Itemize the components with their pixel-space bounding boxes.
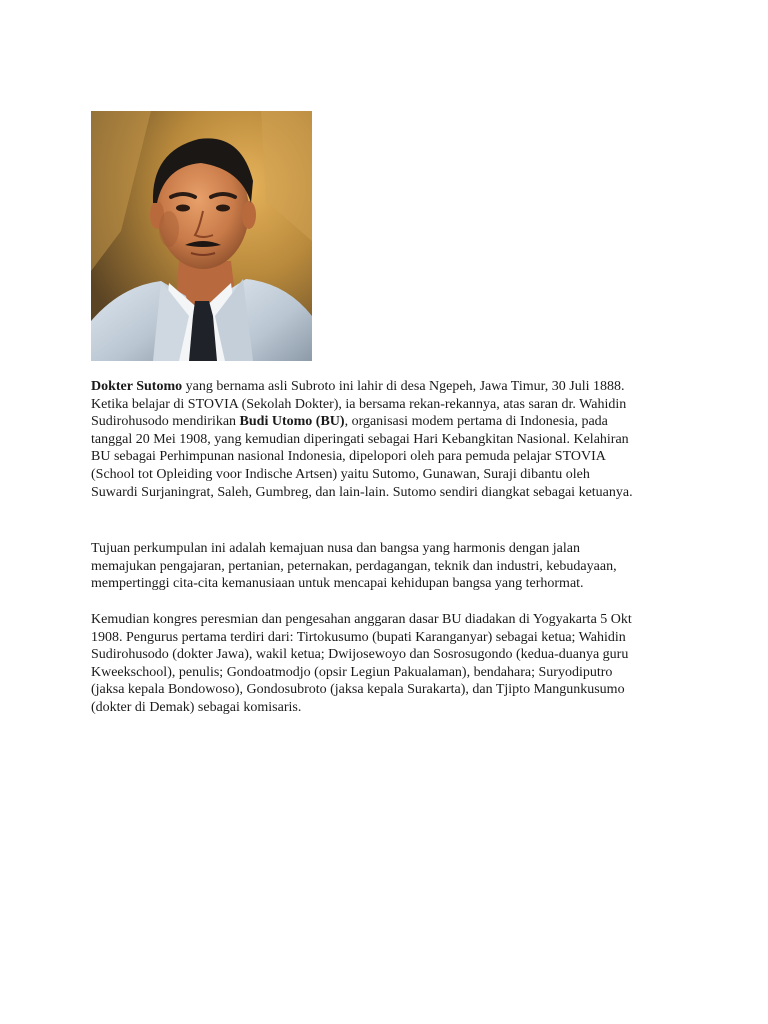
text-line: Sudirohusodo (dokter Jawa), wakil ketua; Dwijosewoyo dan Sosrosugondo (kedua-duanya guru: [91, 647, 629, 663]
text-line: (School tot Opleiding voor Indische Artsen) yaitu Sutomo, Gunawan, Suraji dibantu oleh: [91, 466, 590, 482]
portrait-painting: [91, 111, 312, 361]
text-line: Kemudian kongres peresmian dan pengesahan anggaran dasar BU diadakan di Yogyakarta 5 Okt: [91, 612, 632, 627]
text-line: (jaksa kepala Bondowoso), Gondosubroto (jaksa kepala Surakarta), dan Tjipto Mangunkusumo: [91, 682, 625, 698]
text-line: Ketika belajar di STOVIA (Sekolah Dokter), ia bersama rekan-rekannya, atas saran dr. Wahidin: [91, 396, 627, 412]
text-line: (dokter di Demak) sebagai komisaris.: [91, 699, 302, 715]
text-line: BU sebagai Perhimpunan nasional Indonesia, dipelopori oleh para pemuda pelajar STOVIA: [91, 449, 606, 465]
text-line: Kweekschool), penulis; Gondoatmodjo (opsir Legiun Pakualaman), bendahara; Suryodiputro: [91, 664, 613, 680]
paragraph-congress: [91, 611, 681, 717]
text-line: 1908. Pengurus pertama terdiri dari: Tirtokusumo (bupati Karanganyar) sebagai ketua; Wahidin: [91, 629, 626, 645]
paragraph-biography: [91, 378, 681, 501]
text-line: Suwardi Surjaningrat, Saleh, Gumbreg, dan lain-lain. Sutomo sendiri diangkat sebagai ketuanya.: [91, 484, 633, 500]
text-line: Tujuan perkumpulan ini adalah kemajuan nusa dan bangsa yang harmonis dengan jalan: [91, 541, 580, 556]
organization-highlight: Budi Utomo (BU): [239, 414, 345, 430]
text-line: tanggal 20 Mei 1908, yang kemudian diperingati sebagai Hari Kebangkitan Nasional. Kelahiran: [91, 431, 629, 447]
text-line: memajukan pengajaran, pertanian, peternakan, perdagangan, teknik dan industri, kebudayaan,: [91, 558, 617, 574]
text-line: Dokter Sutomo yang bernama asli Subroto ini lahir di desa Ngepeh, Jawa Timur, 30 Juli 1888.: [91, 379, 625, 394]
portrait-image: [91, 111, 312, 361]
text-line: Sudirohusodo mendirikan Budi Utomo (BU), organisasi modem pertama di Indonesia, pada: [91, 414, 608, 430]
text-line: mempertinggi cita-cita kemanusiaan untuk mencapai kehidupan bangsa yang terhormat.: [91, 576, 584, 592]
name-highlight: Dokter Sutomo: [91, 379, 183, 394]
paragraph-objectives: [91, 540, 681, 593]
